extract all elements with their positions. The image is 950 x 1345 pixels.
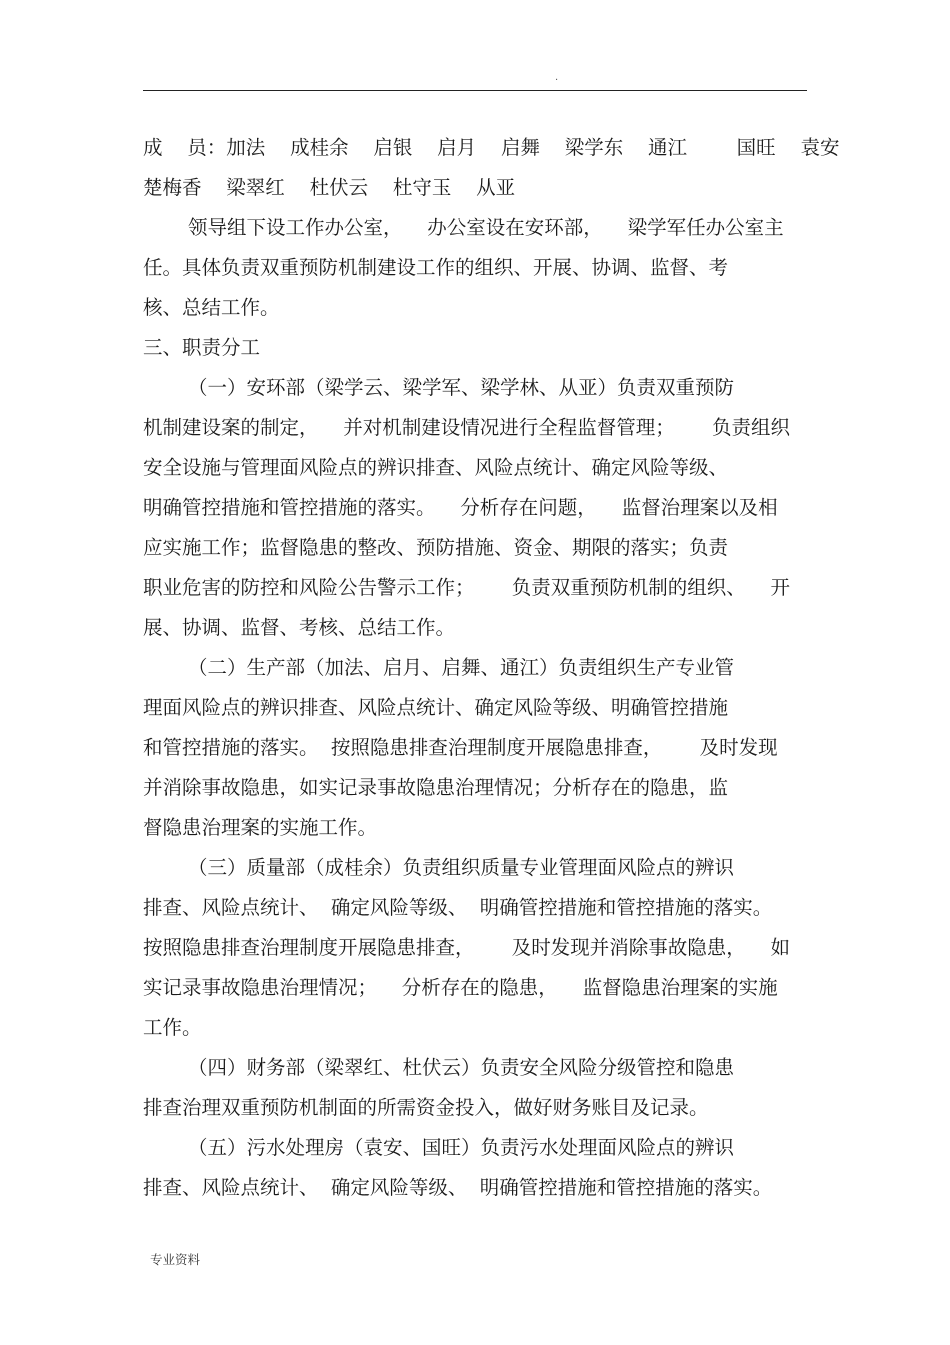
text-line: 职业危害的防控和风险公告警示工作； 负责双重预防机制的组织、 开 xyxy=(143,576,790,599)
text-line: 理面风险点的辨识排查、风险点统计、确定风险等级、明确管控措施 xyxy=(143,696,729,719)
text-line: 督隐患治理案的实施工作。 xyxy=(143,816,378,839)
text-line: （一）安环部（梁学云、梁学军、梁学林、从亚）负责双重预防 xyxy=(188,376,735,399)
section-heading: 三、职责分工 xyxy=(143,336,261,359)
text-line: 实记录事故隐患治理情况； 分析存在的隐患， 监督隐患治理案的实施 xyxy=(143,976,778,999)
text-line: 安全设施与管理面风险点的辨识排查、风险点统计、确定风险等级、 xyxy=(143,456,729,479)
text-line: 和管控措施的落实。 按照隐患排查治理制度开展隐患排查， 及时发现 xyxy=(143,736,778,759)
header-rule xyxy=(143,90,807,91)
text-line: 并消除事故隐患，如实记录事故隐患治理情况；分析存在的隐患，监 xyxy=(143,776,729,799)
text-line: 排查、风险点统计、 确定风险等级、 明确管控措施和管控措施的落实。 xyxy=(143,896,773,919)
text-line: 明确管控措施和管控措施的落实。 分析存在问题， 监督治理案以及相 xyxy=(143,496,778,519)
text-line: （五）污水处理房（袁安、国旺）负责污水处理面风险点的辨识 xyxy=(188,1136,735,1159)
text-line: （二）生产部（加法、启月、启舞、通江）负责组织生产专业管 xyxy=(188,656,735,679)
text-line: 领导组下设工作办公室， 办公室设在安环部， 梁学军任办公室主 xyxy=(188,216,784,239)
text-line: 任。具体负责双重预防机制建设工作的组织、开展、协调、监督、考 xyxy=(143,256,729,279)
text-line: 排查、风险点统计、 确定风险等级、 明确管控措施和管控措施的落实。 xyxy=(143,1176,773,1199)
text-line: 机制建设案的制定， 并对机制建设情况进行全程监督管理； 负责组织 xyxy=(143,416,790,439)
footer-label: 专业资料 xyxy=(150,1252,201,1267)
document-body xyxy=(143,128,840,1208)
text-line: 按照隐患排查治理制度开展隐患排查， 及时发现并消除事故隐患， 如 xyxy=(143,936,790,959)
text-line: 展、协调、监督、考核、总结工作。 xyxy=(143,616,456,639)
text-line: 应实施工作；监督隐患的整改、预防措施、资金、期限的落实；负责 xyxy=(143,536,729,559)
text-line: （四）财务部（梁翠红、杜伏云）负责安全风险分级管控和隐患 xyxy=(188,1056,735,1079)
text-line: 成 员：加法 成桂余 启银 启月 启舞 梁学东 通江 国旺 袁安 xyxy=(143,136,840,159)
text-line: 楚梅香 梁翠红 杜伏云 杜守玉 从亚 xyxy=(143,176,516,199)
text-line: 排查治理双重预防机制面的所需资金投入，做好财务账目及记录。 xyxy=(143,1096,709,1119)
text-line: 核、总结工作。 xyxy=(143,296,280,319)
text-line: 工作。 xyxy=(143,1016,202,1039)
text-line: （三）质量部（成桂余）负责组织质量专业管理面风险点的辨识 xyxy=(188,856,735,879)
header-mark: . xyxy=(555,72,559,83)
